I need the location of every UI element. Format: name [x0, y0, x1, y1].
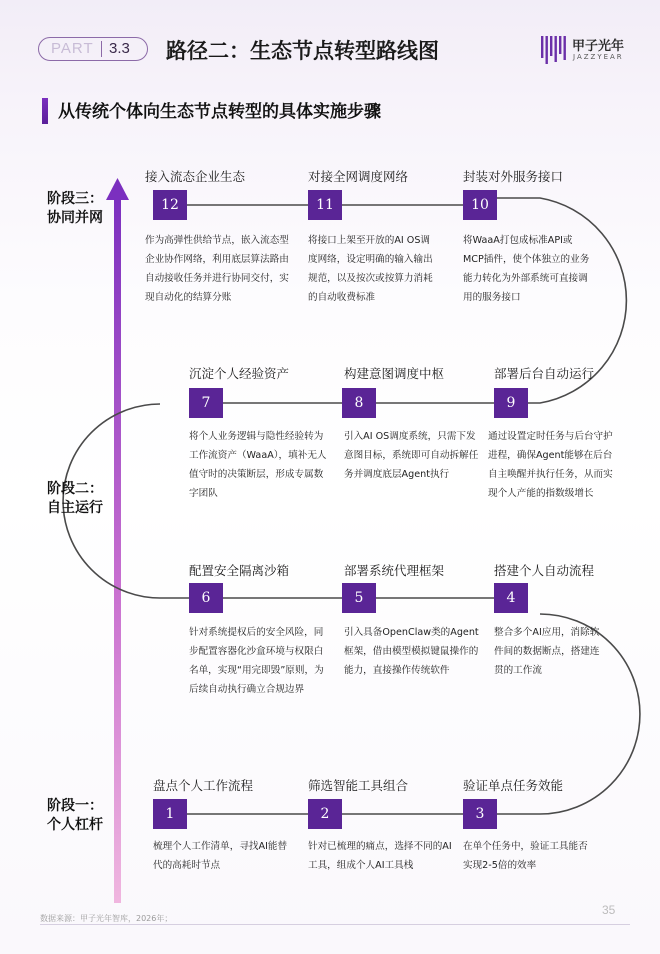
step-8-title: 构建意图调度中枢 [344, 366, 445, 381]
step-12-desc: 作为高弹性供给节点，嵌入流态型企业协作网络，利用底层算法路由自动接收任务并进行协同交付，实现自动化的结算分账 [145, 235, 289, 303]
part-label: PART [51, 40, 94, 57]
step-12-title: 接入流态企业生态 [145, 169, 246, 184]
stage-1-name: 个人杠杆 [47, 817, 103, 833]
step-2-badge: 2 [308, 799, 342, 829]
page-number: 35 [602, 903, 616, 917]
page-title: 路径二：生态节点转型路线图 [166, 39, 439, 63]
logo-text-en: JAZZYEAR [573, 53, 624, 61]
step-9-desc: 通过设置定时任务与后台守护进程，确保Agent能够在后台自主唤醒并执行任务，从而实现个人产能的指数级增长 [488, 431, 613, 499]
part-number: 3.3 [109, 40, 130, 57]
step-4-title: 搭建个人自动流程 [494, 563, 595, 578]
step-2-title: 筛选智能工具组合 [308, 778, 409, 793]
step-1-title: 盘点个人工作流程 [153, 778, 254, 793]
step-8-badge: 8 [342, 388, 376, 418]
step-6-title: 配置安全隔离沙箱 [189, 563, 290, 578]
step-11-desc: 将接口上架至开放的AI OS调度网络，设定明确的输入输出规范，以及按次或按算力消耗的自动收费标准 [308, 235, 433, 303]
step-1-desc: 梳理个人工作清单，寻找AI能替代的高耗时节点 [153, 841, 288, 871]
step-7-title: 沉淀个人经验资产 [189, 366, 290, 381]
logo-text-cn: 甲子光年 [572, 39, 625, 54]
stage-2-label [47, 480, 103, 518]
footer-divider [40, 924, 630, 925]
step-3-badge: 3 [463, 799, 497, 829]
progress-arrow-head [106, 178, 129, 200]
step-4-badge: 4 [494, 583, 528, 613]
progress-arrow-shaft [114, 195, 121, 903]
step-9-badge: 9 [494, 388, 528, 418]
stage-2-number: 阶段二： [47, 481, 103, 497]
stage-1-label [47, 797, 103, 835]
step-8-desc: 引入AI OS调度系统，只需下发意图目标，系统即可自动拆解任务并调度底层Agent执行 [344, 431, 479, 480]
step-9-title: 部署后台自动运行 [494, 366, 595, 381]
step-3-title: 验证单点任务效能 [463, 778, 564, 793]
step-5-desc: 引入具备OpenClaw类的Agent框架，借由模型模拟键鼠操作的能力，直接操作传统软件 [344, 627, 479, 676]
step-6-badge: 6 [189, 583, 223, 613]
step-10-badge: 10 [463, 190, 497, 220]
step-5-badge: 5 [342, 583, 376, 613]
step-1-badge: 1 [153, 799, 187, 829]
step-4-desc: 整合多个AI应用，消除软件间的数据断点，搭建连贯的工作流 [494, 627, 600, 676]
step-12-badge: 12 [153, 190, 187, 220]
stage-3-label [47, 190, 103, 228]
step-11-badge: 11 [308, 190, 342, 220]
step-5-title: 部署系统代理框架 [344, 563, 445, 578]
stage-1-number: 阶段一： [47, 798, 103, 814]
step-2-desc: 针对已梳理的痛点，选择不同的AI工具，组成个人AI工具栈 [308, 841, 452, 871]
step-11-title: 对接全网调度网络 [308, 169, 409, 184]
stage-3-number: 阶段三： [47, 191, 103, 207]
stage-3-name: 协同并网 [47, 210, 103, 226]
step-7-desc: 将个人业务逻辑与隐性经验转为工作流资产（WaaA），填补无人值守时的决策断层，形成专属数字团队 [189, 431, 327, 499]
step-10-title: 封装对外服务接口 [463, 169, 564, 184]
step-3-desc: 在单个任务中，验证工具能否实现2-5倍的效率 [463, 841, 588, 871]
data-source-note: 数据来源：甲子光年智库，2026年； [40, 914, 173, 923]
step-10-desc: 将WaaA打包成标准API或MCP插件，使个体独立的业务能力转化为外部系统可直接调用的服务接口 [463, 235, 590, 303]
stage-2-name: 自主运行 [47, 500, 103, 516]
step-7-badge: 7 [189, 388, 223, 418]
section-subtitle: 从传统个体向生态节点转型的具体实施步骤 [58, 102, 381, 122]
step-6-desc: 针对系统提权后的安全风险，同步配置容器化沙盒环境与权限白名单，实现“用完即毁”原则，为后续自动执行确立合规边界 [189, 627, 324, 695]
